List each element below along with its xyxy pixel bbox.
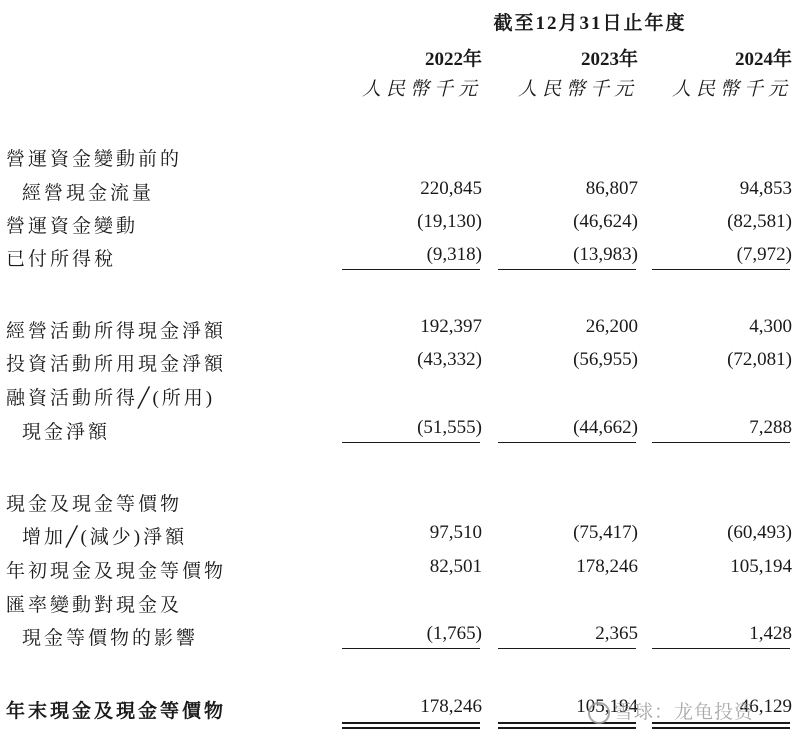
watermark-text: 雪球：龙龟投资	[614, 701, 755, 723]
table-cell: 86,807	[585, 178, 638, 199]
total-double-rule	[342, 722, 480, 724]
period-header: 截至12月31日止年度	[493, 13, 687, 34]
row-label-fx-effect-cont: 現金等價物的影響	[22, 628, 199, 649]
table-cell: 26,200	[585, 316, 638, 337]
subtotal-rule	[652, 442, 790, 443]
table-cell: 94,853	[739, 178, 792, 199]
table-cell: 192,397	[420, 316, 482, 337]
row-label-operating-cash-flow: 經營現金流量	[22, 183, 155, 204]
table-cell: (43,332)	[417, 349, 482, 370]
table-cell: 4,300	[749, 316, 792, 337]
table-cell: (7,972)	[736, 244, 792, 265]
subtotal-rule	[342, 648, 480, 649]
total-double-rule	[652, 727, 790, 729]
table-cell: (56,955)	[573, 349, 638, 370]
column-year-2023: 2023年	[580, 49, 638, 70]
subtotal-rule	[342, 269, 480, 270]
table-cell: 7,288	[749, 417, 792, 438]
column-year-2022: 2022年	[424, 49, 482, 70]
row-label-pre-working-capital: 營運資金變動前的	[6, 149, 183, 170]
table-cell: 97,510	[429, 522, 482, 543]
row-label-working-capital-change: 營運資金變動	[6, 216, 139, 237]
subtotal-rule	[652, 269, 790, 270]
table-cell: (60,493)	[727, 522, 792, 543]
table-cell: 82,501	[429, 556, 482, 577]
table-cell: (1,765)	[426, 623, 482, 644]
column-unit-2024: 人民幣千元	[671, 79, 792, 100]
watermark	[588, 697, 754, 724]
subtotal-rule	[498, 648, 636, 649]
row-label-financing-activities: 融資活動所得╱(所用)	[6, 388, 216, 409]
column-year-2024: 2024年	[734, 49, 792, 70]
table-cell: 46,129	[739, 696, 792, 717]
table-cell: 220,845	[420, 178, 482, 199]
row-label-net-increase-decrease: 增加╱(減少)淨額	[22, 527, 188, 548]
row-label-net-investing-cash: 投資活動所用現金淨額	[6, 354, 227, 375]
table-cell: 178,246	[576, 556, 638, 577]
table-cell: (82,581)	[727, 211, 792, 232]
table-cell: (46,624)	[573, 211, 638, 232]
subtotal-rule	[498, 269, 636, 270]
row-label-fx-effect: 匯率變動對現金及	[6, 595, 183, 616]
row-label-cash-equivalents: 現金及現金等價物	[6, 494, 183, 515]
row-label-closing-cash: 年末現金及現金等價物	[6, 701, 227, 722]
table-cell: (72,081)	[727, 349, 792, 370]
subtotal-rule	[498, 442, 636, 443]
table-cell: (75,417)	[573, 522, 638, 543]
table-cell: 105,194	[576, 696, 638, 717]
column-unit-2023: 人民幣千元	[517, 79, 638, 100]
snowball-logo-icon	[588, 702, 610, 724]
table-cell: (19,130)	[417, 211, 482, 232]
column-unit-2022: 人民幣千元	[361, 79, 482, 100]
subtotal-rule	[652, 648, 790, 649]
row-label-opening-cash: 年初現金及現金等價物	[6, 561, 227, 582]
table-cell: 1,428	[749, 623, 792, 644]
row-label-income-tax-paid: 已付所得稅	[6, 249, 117, 270]
table-cell: (13,983)	[573, 244, 638, 265]
row-label-net-cash: 現金淨額	[22, 422, 111, 443]
total-double-rule	[498, 727, 636, 729]
table-cell: (44,662)	[573, 417, 638, 438]
table-cell: (51,555)	[417, 417, 482, 438]
table-cell: 178,246	[420, 696, 482, 717]
row-label-net-operating-cash: 經營活動所得現金淨額	[6, 321, 227, 342]
total-double-rule	[342, 727, 480, 729]
table-cell: 2,365	[595, 623, 638, 644]
table-cell: 105,194	[730, 556, 792, 577]
table-cell: (9,318)	[426, 244, 482, 265]
subtotal-rule	[342, 442, 480, 443]
